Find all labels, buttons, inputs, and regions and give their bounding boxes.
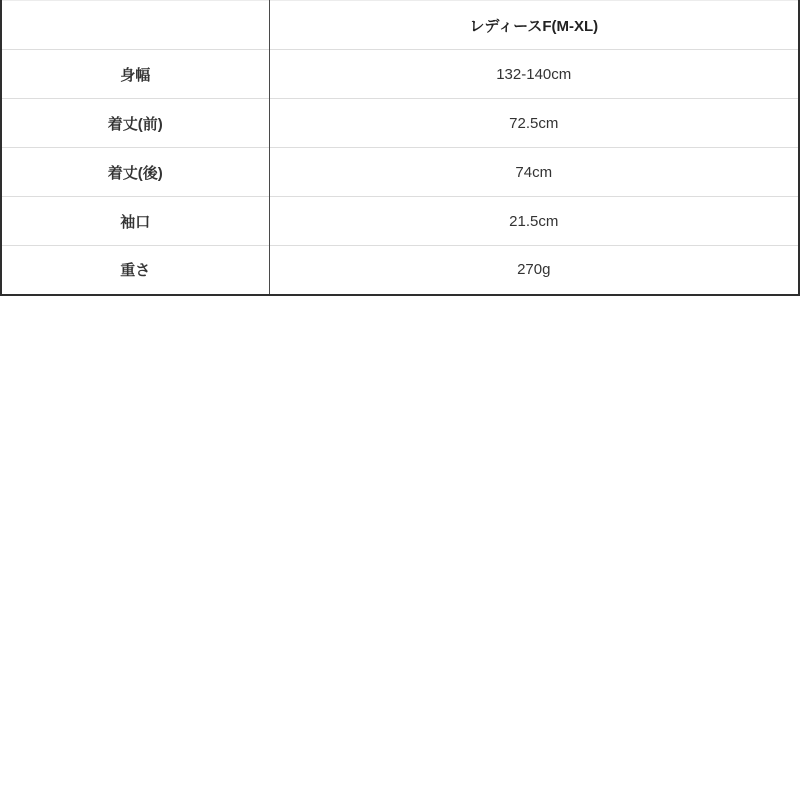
measurement-value: 72.5cm: [269, 99, 799, 148]
table-row-length-front: [1, 99, 799, 148]
measurement-value: 270g: [269, 246, 799, 295]
measurement-value: 74cm: [269, 148, 799, 197]
table-row-cuff: [1, 197, 799, 246]
table-header-row: [1, 1, 799, 50]
header-empty-cell: [1, 1, 269, 50]
table-row-body-width: [1, 50, 799, 99]
measurement-label: 重さ: [1, 246, 269, 295]
table-row-length-back: [1, 148, 799, 197]
header-size-cell: レディースF(M-XL): [469, 17, 599, 35]
table-row-weight: [1, 246, 799, 295]
measurement-label: 着丈(後): [1, 148, 269, 197]
measurement-label: 袖口: [1, 197, 269, 246]
measurement-value: 132-140cm: [269, 50, 799, 99]
size-chart-table: [0, 0, 800, 296]
measurement-label: 身幅: [1, 50, 269, 99]
measurement-value: 21.5cm: [269, 197, 799, 246]
measurement-label: 着丈(前): [1, 99, 269, 148]
